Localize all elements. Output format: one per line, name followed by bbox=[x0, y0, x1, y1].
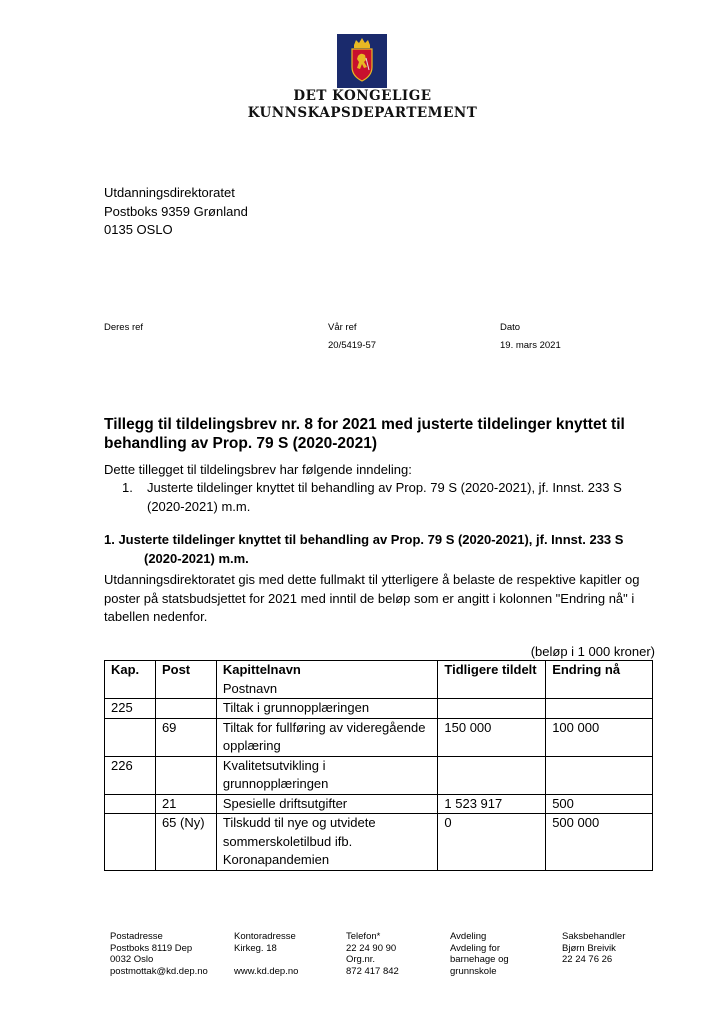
footer-line: Avdeling bbox=[450, 931, 487, 942]
cell-post: 69 bbox=[155, 718, 216, 756]
cell-kap: 225 bbox=[105, 699, 156, 719]
var-ref bbox=[328, 319, 376, 355]
deres-ref bbox=[104, 319, 143, 337]
header-tidligere: Tidligere tildelt bbox=[438, 661, 546, 699]
header-post: Post bbox=[155, 661, 216, 699]
dato-value: 19. mars 2021 bbox=[500, 340, 561, 351]
list-item-number: 1. bbox=[122, 480, 133, 495]
footer-line: Kontoradresse bbox=[234, 931, 296, 942]
table-row bbox=[105, 718, 653, 756]
section-heading-line-2: (2020-2021) m.m. bbox=[144, 551, 249, 566]
footer-line: Postadresse bbox=[110, 931, 163, 942]
footer-website-link[interactable]: www.kd.dep.no bbox=[234, 965, 299, 977]
cell-endring bbox=[546, 756, 653, 794]
footer-line: Kirkeg. 18 bbox=[234, 942, 277, 954]
footer-line: Telefon* bbox=[346, 931, 381, 942]
recipient-address bbox=[104, 184, 248, 240]
header-kapittelnavn-label: Kapittelnavn bbox=[222, 662, 301, 677]
footer-email[interactable]: postmottak@kd.dep.no bbox=[110, 965, 208, 977]
section-paragraph: Utdanningsdirektoratet gis med dette fullmakt til ytterligere å belaste de respektive kapitler og poster på statsbudsjettet for 2021 med inntil de beløp som er angitt i kolonnen "Endring nå" i tabellen nedenfor. bbox=[104, 572, 640, 624]
header-postnavn-label: Postnavn bbox=[222, 680, 278, 696]
cell-kap bbox=[105, 794, 156, 814]
department-name bbox=[200, 88, 525, 122]
table-row bbox=[105, 814, 653, 871]
cell-tidligere: 0 bbox=[438, 814, 546, 871]
recipient-postal: 0135 OSLO bbox=[104, 222, 173, 237]
cell-post: 21 bbox=[155, 794, 216, 814]
footer-line: 872 417 842 bbox=[346, 965, 399, 977]
table-row bbox=[105, 756, 653, 794]
footer-line: Org.nr. bbox=[346, 954, 376, 965]
cell-kap: 226 bbox=[105, 756, 156, 794]
section-heading-line-1: 1. Justerte tildelinger knyttet til behandling av Prop. 79 S (2020-2021), jf. Innst. 233 S bbox=[104, 532, 624, 547]
recipient-street: Postboks 9359 Grønland bbox=[104, 203, 248, 219]
letter-title: Tillegg til tildelingsbrev nr. 8 for 2021 med justerte tildelinger knyttet til behandling av Prop. 79 S (2020-2021) bbox=[104, 416, 625, 452]
header-kap: Kap. bbox=[105, 661, 156, 699]
footer-kontoradresse bbox=[234, 931, 298, 977]
deres-ref-label: Deres ref bbox=[104, 322, 144, 333]
cell-tidligere: 1 523 917 bbox=[438, 794, 546, 814]
footer-line: 0032 Oslo bbox=[110, 954, 154, 965]
var-ref-label: Vår ref bbox=[328, 322, 357, 333]
footer-line: grunnskole bbox=[450, 965, 497, 977]
section-heading bbox=[104, 530, 664, 568]
footer-line: 22 24 90 90 bbox=[346, 942, 397, 954]
cell-post bbox=[155, 756, 216, 794]
footer-line: Bjørn Breivik bbox=[562, 942, 616, 954]
footer-avdeling bbox=[450, 931, 509, 977]
department-line-2: KUNNSKAPSDEPARTEMENT bbox=[247, 105, 478, 121]
header-kapittelnavn bbox=[216, 661, 438, 699]
unit-note: (beløp i 1 000 kroner) bbox=[530, 644, 655, 659]
footer-line: Postboks 8119 Dep bbox=[110, 942, 193, 954]
cell-navn: Tiltak for fullføring av videregående opplæring bbox=[216, 718, 438, 756]
intro-text: Dette tillegget til tildelingsbrev har følgende inndeling: bbox=[104, 462, 412, 477]
cell-endring: 100 000 bbox=[546, 718, 653, 756]
table-header-row bbox=[105, 661, 653, 699]
coat-of-arms-icon bbox=[337, 34, 387, 88]
footer-line: 22 24 76 26 bbox=[562, 954, 613, 965]
cell-tidligere bbox=[438, 756, 546, 794]
table-row bbox=[105, 794, 653, 814]
cell-post: 65 (Ny) bbox=[155, 814, 216, 871]
footer-postadresse bbox=[110, 931, 208, 977]
footer-telefon bbox=[346, 931, 399, 977]
cell-navn: Tiltak i grunnopplæringen bbox=[216, 699, 438, 719]
footer-line: barnehage og bbox=[450, 954, 509, 965]
cell-navn: Tilskudd til nye og utvidete sommerskoletilbud ifb. Koronapandemien bbox=[216, 814, 438, 871]
footer-line bbox=[234, 954, 298, 966]
cell-endring: 500 bbox=[546, 794, 653, 814]
list-item-line-2: (2020-2021) m.m. bbox=[147, 498, 251, 514]
cell-post bbox=[155, 699, 216, 719]
cell-endring: 500 000 bbox=[546, 814, 653, 871]
table-row bbox=[105, 699, 653, 719]
cell-endring bbox=[546, 699, 653, 719]
dato-label: Dato bbox=[500, 322, 521, 333]
cell-tidligere bbox=[438, 699, 546, 719]
cell-tidligere: 150 000 bbox=[438, 718, 546, 756]
footer-line: Avdeling for bbox=[450, 942, 500, 954]
dato bbox=[500, 319, 561, 355]
cell-kap bbox=[105, 814, 156, 871]
var-ref-value: 20/5419-57 bbox=[328, 340, 377, 351]
footer-saksbehandler bbox=[562, 931, 625, 966]
cell-navn: Spesielle driftsutgifter bbox=[216, 794, 438, 814]
cell-kap bbox=[105, 718, 156, 756]
footer-line: Saksbehandler bbox=[562, 931, 626, 942]
cell-navn: Kvalitetsutvikling i grunnopplæringen bbox=[216, 756, 438, 794]
header-endring: Endring nå bbox=[546, 661, 653, 699]
budget-table bbox=[104, 660, 653, 871]
list-item-text bbox=[147, 479, 667, 516]
list-item-line-1: Justerte tildelinger knyttet til behandling av Prop. 79 S (2020-2021), jf. Innst. 233 S bbox=[147, 480, 622, 495]
department-line-1: DET KONGELIGE bbox=[293, 88, 432, 104]
recipient-name: Utdanningsdirektoratet bbox=[104, 185, 235, 200]
